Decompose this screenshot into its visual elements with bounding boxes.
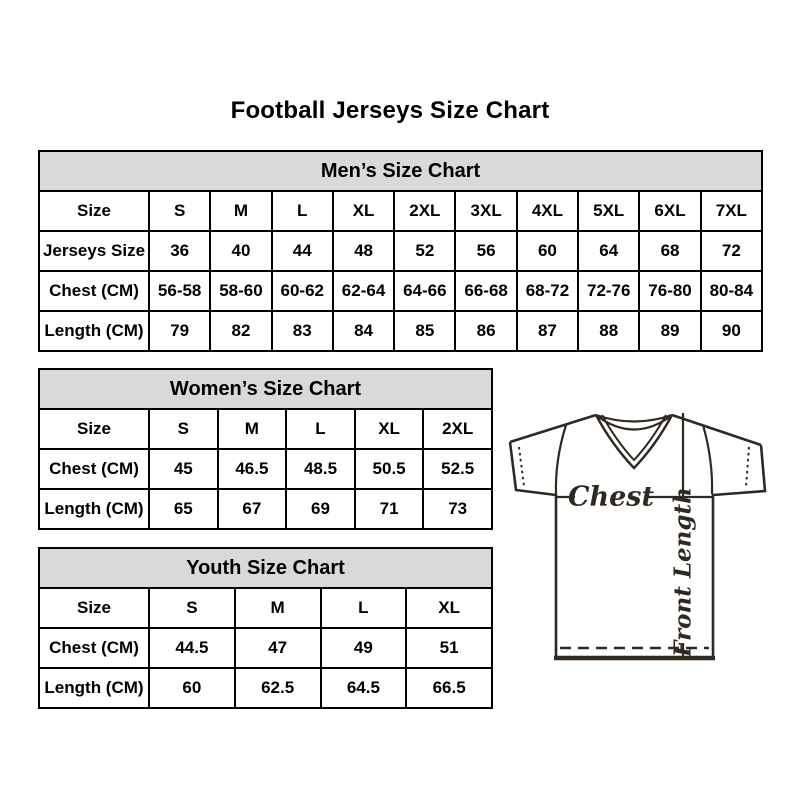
size-value-cell: 80-84 bbox=[701, 271, 762, 311]
size-value-cell: 88 bbox=[578, 311, 639, 351]
size-value-cell: 62-64 bbox=[333, 271, 394, 311]
size-value-cell: 65 bbox=[149, 489, 218, 529]
row-label-cell: Length (CM) bbox=[39, 668, 149, 708]
size-value-cell: 89 bbox=[639, 311, 700, 351]
front-length-measurement bbox=[670, 413, 697, 658]
size-value-cell: 44.5 bbox=[149, 628, 235, 668]
row-label-cell: Chest (CM) bbox=[39, 628, 149, 668]
size-value-cell: 40 bbox=[210, 231, 271, 271]
size-value-cell: XL bbox=[333, 191, 394, 231]
size-value-cell: 5XL bbox=[578, 191, 639, 231]
size-value-cell: 7XL bbox=[701, 191, 762, 231]
size-value-cell: 51 bbox=[406, 628, 492, 668]
row-label-cell: Jerseys Size bbox=[39, 231, 149, 271]
size-value-cell: 85 bbox=[394, 311, 455, 351]
size-value-cell: 72-76 bbox=[578, 271, 639, 311]
table-row bbox=[39, 409, 492, 449]
size-value-cell: 67 bbox=[218, 489, 287, 529]
table-row bbox=[39, 668, 492, 708]
left-cuff-stitch-line bbox=[519, 447, 524, 486]
left-shoulder-line bbox=[510, 415, 596, 442]
row-label-cell: Chest (CM) bbox=[39, 449, 149, 489]
jersey-outline bbox=[510, 415, 765, 660]
size-value-cell: M bbox=[218, 409, 287, 449]
size-value-cell: 60 bbox=[149, 668, 235, 708]
size-value-cell: 68-72 bbox=[517, 271, 578, 311]
table-title: Men’s Size Chart bbox=[39, 151, 762, 191]
size-value-cell: 3XL bbox=[455, 191, 516, 231]
size-value-cell: 47 bbox=[235, 628, 321, 668]
table-title-row bbox=[39, 548, 492, 588]
size-value-cell: 46.5 bbox=[218, 449, 287, 489]
size-value-cell: 56 bbox=[455, 231, 516, 271]
size-value-cell: 90 bbox=[701, 311, 762, 351]
size-value-cell: 36 bbox=[149, 231, 210, 271]
table-title: Youth Size Chart bbox=[39, 548, 492, 588]
size-value-cell: 69 bbox=[286, 489, 355, 529]
table-row bbox=[39, 628, 492, 668]
table-row bbox=[39, 588, 492, 628]
size-value-cell: 64.5 bbox=[321, 668, 407, 708]
size-value-cell: S bbox=[149, 409, 218, 449]
table-title-row bbox=[39, 151, 762, 191]
size-value-cell: 49 bbox=[321, 628, 407, 668]
right-armhole-seam bbox=[703, 425, 712, 494]
table-row bbox=[39, 489, 492, 529]
size-value-cell: 66-68 bbox=[455, 271, 516, 311]
size-value-cell: XL bbox=[406, 588, 492, 628]
row-label-cell: Length (CM) bbox=[39, 489, 149, 529]
size-value-cell: 79 bbox=[149, 311, 210, 351]
youth-size-table bbox=[38, 547, 493, 709]
size-value-cell: 64 bbox=[578, 231, 639, 271]
size-value-cell: 58-60 bbox=[210, 271, 271, 311]
size-value-cell: 64-66 bbox=[394, 271, 455, 311]
size-value-cell: 66.5 bbox=[406, 668, 492, 708]
womens-size-table bbox=[38, 368, 493, 530]
size-value-cell: 2XL bbox=[423, 409, 492, 449]
mens-size-table bbox=[38, 150, 763, 352]
size-value-cell: 4XL bbox=[517, 191, 578, 231]
left-armhole-seam bbox=[556, 425, 566, 494]
size-value-cell: 48 bbox=[333, 231, 394, 271]
jersey-measurement-diagram bbox=[498, 400, 778, 700]
size-value-cell: 60-62 bbox=[272, 271, 333, 311]
size-value-cell: 83 bbox=[272, 311, 333, 351]
table-row bbox=[39, 271, 762, 311]
table-row bbox=[39, 311, 762, 351]
right-cuff-stitch-line bbox=[746, 447, 749, 487]
table-row bbox=[39, 449, 492, 489]
table-row bbox=[39, 191, 762, 231]
size-value-cell: 48.5 bbox=[286, 449, 355, 489]
size-value-cell: L bbox=[321, 588, 407, 628]
size-value-cell: 86 bbox=[455, 311, 516, 351]
size-value-cell: 44 bbox=[272, 231, 333, 271]
row-label-cell: Length (CM) bbox=[39, 311, 149, 351]
size-value-cell: 73 bbox=[423, 489, 492, 529]
row-label-cell: Size bbox=[39, 409, 149, 449]
size-value-cell: 72 bbox=[701, 231, 762, 271]
row-label-cell: Chest (CM) bbox=[39, 271, 149, 311]
size-value-cell: 52.5 bbox=[423, 449, 492, 489]
size-value-cell: 52 bbox=[394, 231, 455, 271]
row-label-cell: Size bbox=[39, 191, 149, 231]
size-value-cell: S bbox=[149, 191, 210, 231]
row-label-cell: Size bbox=[39, 588, 149, 628]
size-value-cell: 68 bbox=[639, 231, 700, 271]
size-value-cell: 56-58 bbox=[149, 271, 210, 311]
size-value-cell: 45 bbox=[149, 449, 218, 489]
size-value-cell: 76-80 bbox=[639, 271, 700, 311]
size-value-cell: 87 bbox=[517, 311, 578, 351]
size-value-cell: 60 bbox=[517, 231, 578, 271]
right-sleeve-cuff bbox=[713, 445, 765, 495]
size-value-cell: 82 bbox=[210, 311, 271, 351]
left-sleeve-cuff bbox=[510, 442, 556, 495]
chest-label: Chest bbox=[568, 481, 654, 513]
collar-back-arc bbox=[596, 415, 672, 422]
size-value-cell: 62.5 bbox=[235, 668, 321, 708]
size-value-cell: M bbox=[235, 588, 321, 628]
size-value-cell: M bbox=[210, 191, 271, 231]
size-value-cell: XL bbox=[355, 409, 424, 449]
size-value-cell: 84 bbox=[333, 311, 394, 351]
size-value-cell: S bbox=[149, 588, 235, 628]
page-title: Football Jerseys Size Chart bbox=[230, 97, 550, 124]
size-value-cell: 2XL bbox=[394, 191, 455, 231]
v-neck-collar bbox=[596, 415, 672, 468]
table-row bbox=[39, 231, 762, 271]
table-title: Women’s Size Chart bbox=[39, 369, 492, 409]
size-value-cell: L bbox=[272, 191, 333, 231]
size-value-cell: 50.5 bbox=[355, 449, 424, 489]
size-value-cell: 6XL bbox=[639, 191, 700, 231]
front-length-label: Front Length bbox=[669, 487, 697, 657]
right-shoulder-line bbox=[672, 415, 761, 445]
table-title-row bbox=[39, 369, 492, 409]
size-value-cell: 71 bbox=[355, 489, 424, 529]
size-value-cell: L bbox=[286, 409, 355, 449]
